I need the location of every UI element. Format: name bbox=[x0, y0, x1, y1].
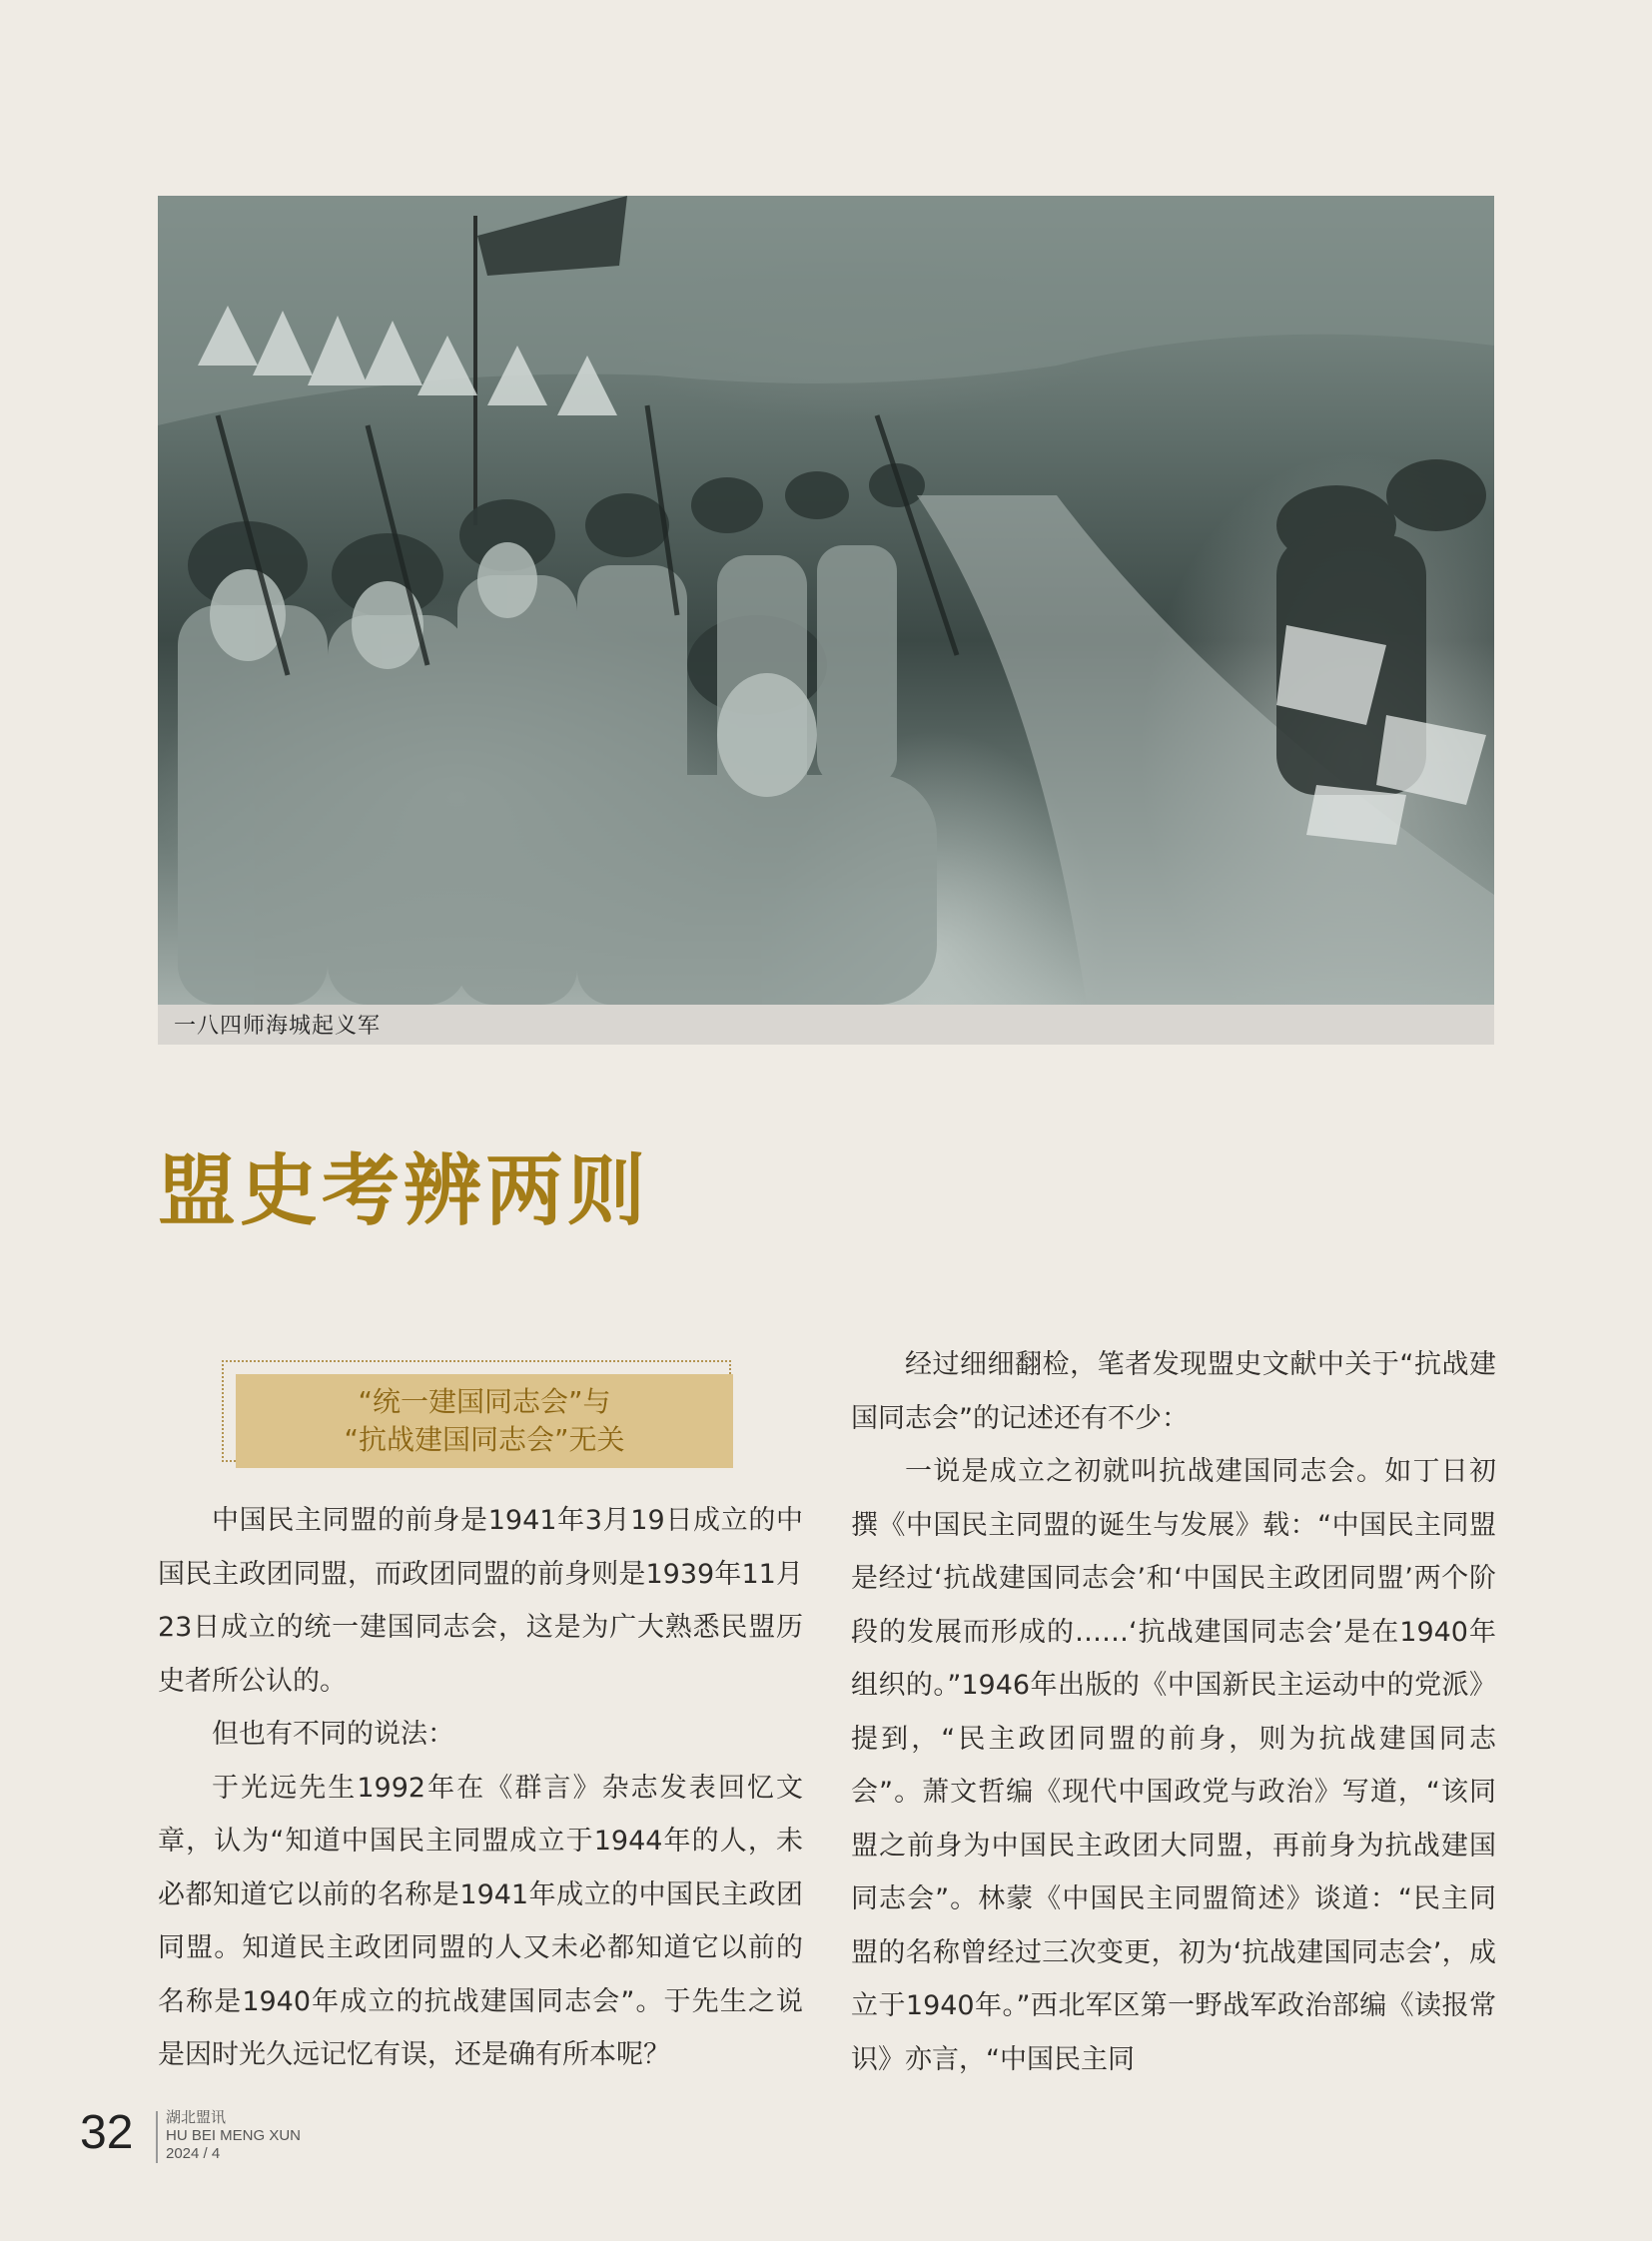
article-title: 盟史考辨两则 bbox=[158, 1146, 650, 1236]
photo-illustration bbox=[158, 196, 1494, 1005]
paragraph: 于光远先生1992年在《群言》杂志发表回忆文章，认为“知道中国民主同盟成立于1944年的人，未必都知道它以前的名称是1941年成立的中国民主政团同盟。知道民主政团同盟的人又未必都知道它以前的名称是1940年成立的抗战建国同志会”。于先生之说是因时光久远记忆有误，还是确有所本呢？ bbox=[158, 1772, 803, 2070]
right-column bbox=[851, 1338, 1496, 2086]
footer-masthead bbox=[166, 2109, 301, 2163]
section-heading-line1: “统一建国同志会”与 bbox=[358, 1385, 611, 1418]
photo-frame bbox=[158, 196, 1494, 1045]
photo-caption: 一八四师海城起义军 bbox=[174, 1014, 382, 1039]
magazine-name-cn: 湖北盟讯 bbox=[166, 2109, 227, 2126]
section-heading-line2: “抗战建国同志会”无关 bbox=[344, 1423, 625, 1456]
page-number: 32 bbox=[80, 2106, 134, 2159]
paragraph: 经过细细翻检，笔者发现盟史文献中关于“抗战建国同志会”的记述还有不少： bbox=[851, 1349, 1496, 1434]
paragraph: 中国民主同盟的前身是1941年3月19日成立的中国民主政团同盟，而政团同盟的前身则是1939年11月23日成立的统一建国同志会，这是为广大熟悉民盟历史者所公认的。 bbox=[158, 1505, 803, 1697]
left-column bbox=[158, 1494, 803, 2082]
section-heading bbox=[236, 1374, 733, 1468]
footer-divider bbox=[156, 2111, 158, 2163]
paragraph: 但也有不同的说法： bbox=[212, 1719, 454, 1750]
issue-number: 2024 / 4 bbox=[166, 2145, 221, 2162]
historical-photo bbox=[158, 196, 1494, 1005]
magazine-name-en: HU BEI MENG XUN bbox=[166, 2127, 302, 2144]
paragraph: 一说是成立之初就叫抗战建国同志会。如丁日初撰《中国民主同盟的诞生与发展》载：“中国民主同盟是经过‘抗战建国同志会’和‘中国民主政团同盟’两个阶段的发展而形成的……‘抗战建国同志会’是在1940年组织的。”1946年出版的《中国新民主运动中的党派》提到，“民主政团同盟的前身，则为抗战建国同志会”。萧文哲编《现代中国政党与政治》写道，“该同盟之前身为中国民主政团大同盟，再前身为抗战建国同志会”。林蒙《中国民主同盟简述》谈道：“民主同盟的名称曾经过三次变更，初为‘抗战建国同志会’，成立于1940年。”西北军区第一野战军政治部编《读报常识》亦言，“中国民主同 bbox=[851, 1456, 1496, 2075]
